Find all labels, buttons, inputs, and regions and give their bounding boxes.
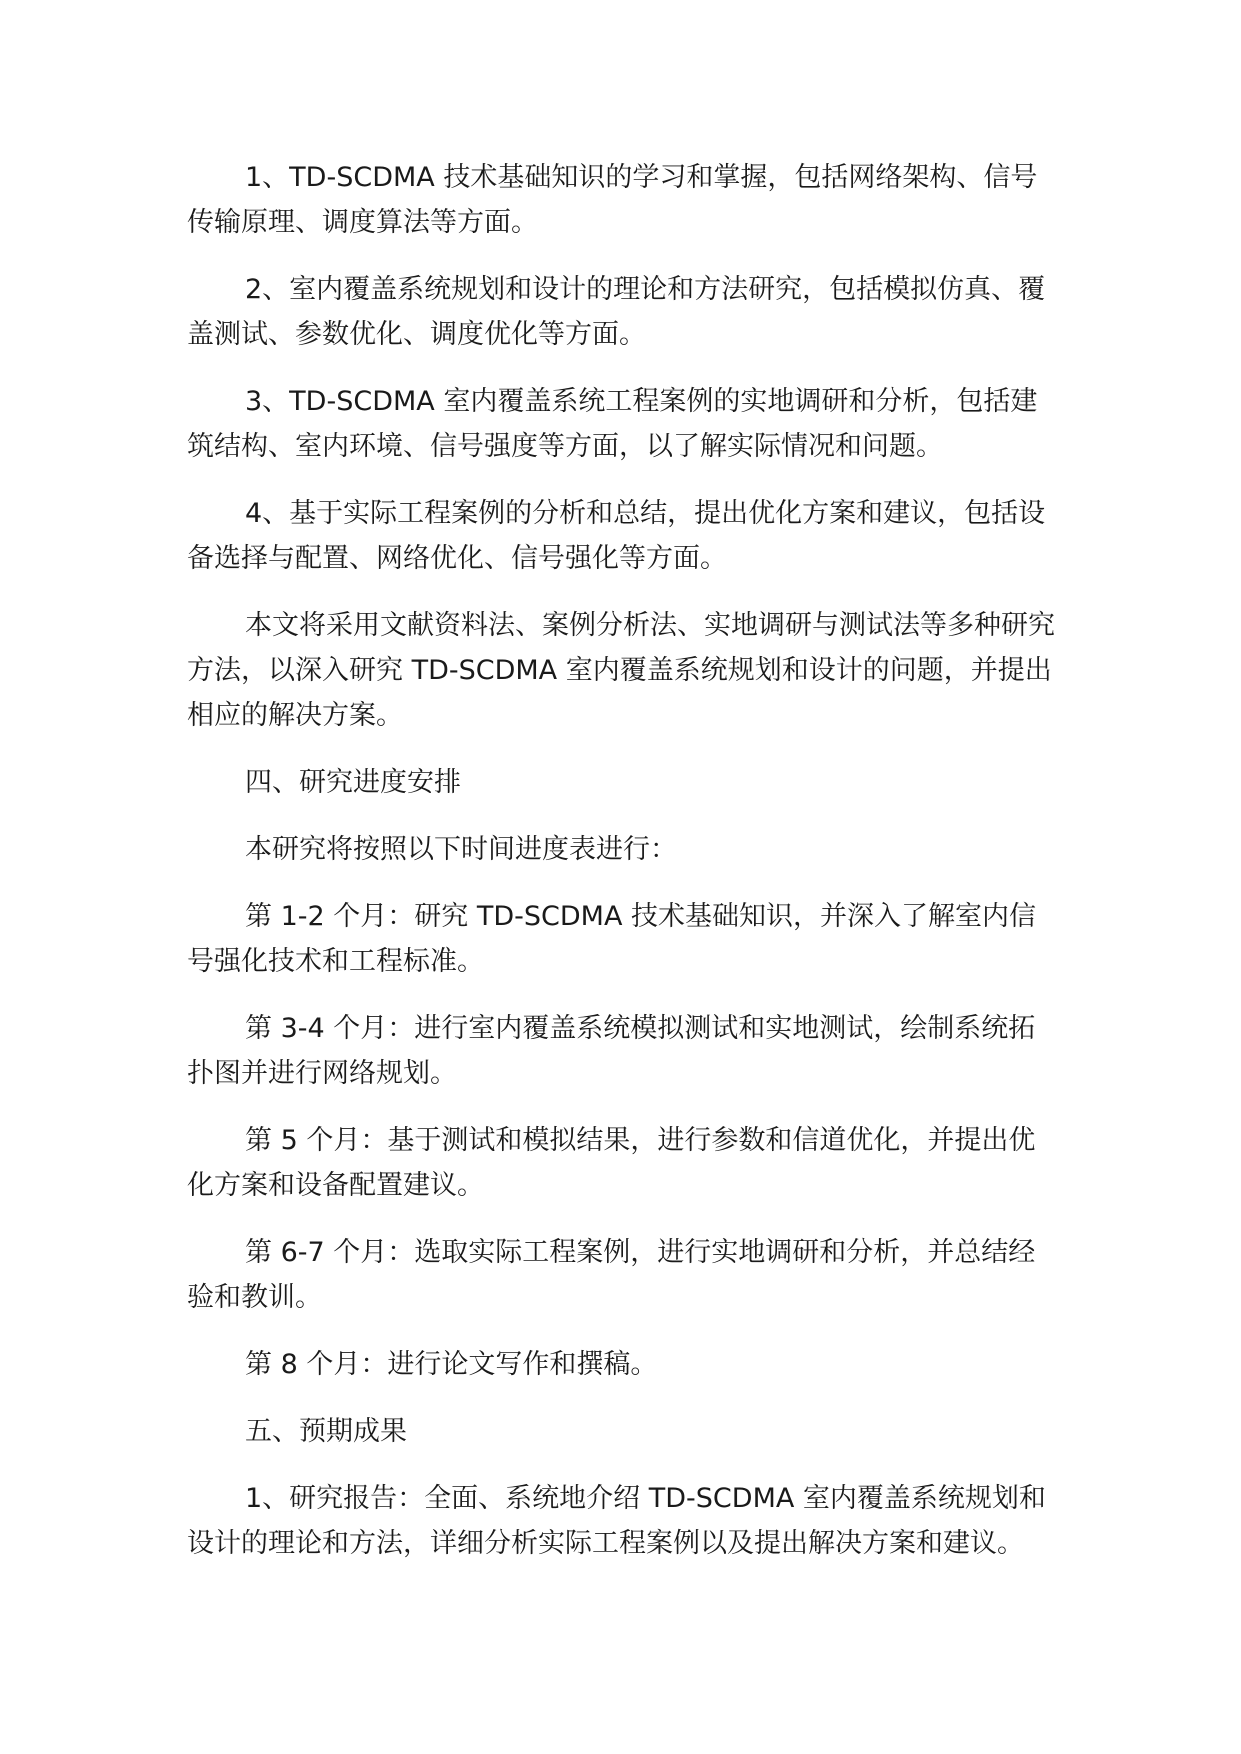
list-item-1: 1、TD-SCDMA 技术基础知识的学习和掌握，包括网络架构、信号传输原理、调度算法等方面。	[187, 162, 1038, 238]
section-heading-outcomes: 五、预期成果	[245, 1416, 407, 1447]
section-heading-schedule: 四、研究进度安排	[245, 767, 461, 798]
list-item-4: 4、基于实际工程案例的分析和总结，提出优化方案和建议，包括设备选择与配置、网络优化、信号强化等方面。	[187, 498, 1046, 574]
list-item-2: 2、室内覆盖系统规划和设计的理论和方法研究，包括模拟仿真、覆盖测试、参数优化、调度优化等方面。	[187, 274, 1046, 350]
schedule-intro: 本研究将按照以下时间进度表进行：	[245, 834, 677, 865]
schedule-item-5: 第 8 个月：进行论文写作和撰稿。	[245, 1349, 658, 1380]
methods-paragraph: 本文将采用文献资料法、案例分析法、实地调研与测试法等多种研究方法，以深入研究 TD-SCDMA 室内覆盖系统规划和设计的问题，并提出相应的解决方案。	[187, 610, 1055, 731]
schedule-item-3: 第 5 个月：基于测试和模拟结果，进行参数和信道优化，并提出优化方案和设备配置建议。	[187, 1125, 1036, 1201]
document-body	[187, 155, 1057, 1588]
outcome-item-1: 1、研究报告：全面、系统地介绍 TD-SCDMA 室内覆盖系统规划和设计的理论和方法，详细分析实际工程案例以及提出解决方案和建议。	[187, 1483, 1046, 1559]
schedule-item-1: 第 1-2 个月：研究 TD-SCDMA 技术基础知识，并深入了解室内信号强化技术和工程标准。	[187, 901, 1037, 977]
list-item-3: 3、TD-SCDMA 室内覆盖系统工程案例的实地调研和分析，包括建筑结构、室内环境、信号强度等方面，以了解实际情况和问题。	[187, 386, 1038, 462]
schedule-item-4: 第 6-7 个月：选取实际工程案例，进行实地调研和分析，并总结经验和教训。	[187, 1237, 1036, 1313]
schedule-item-2: 第 3-4 个月：进行室内覆盖系统模拟测试和实地测试，绘制系统拓扑图并进行网络规划。	[187, 1013, 1036, 1089]
